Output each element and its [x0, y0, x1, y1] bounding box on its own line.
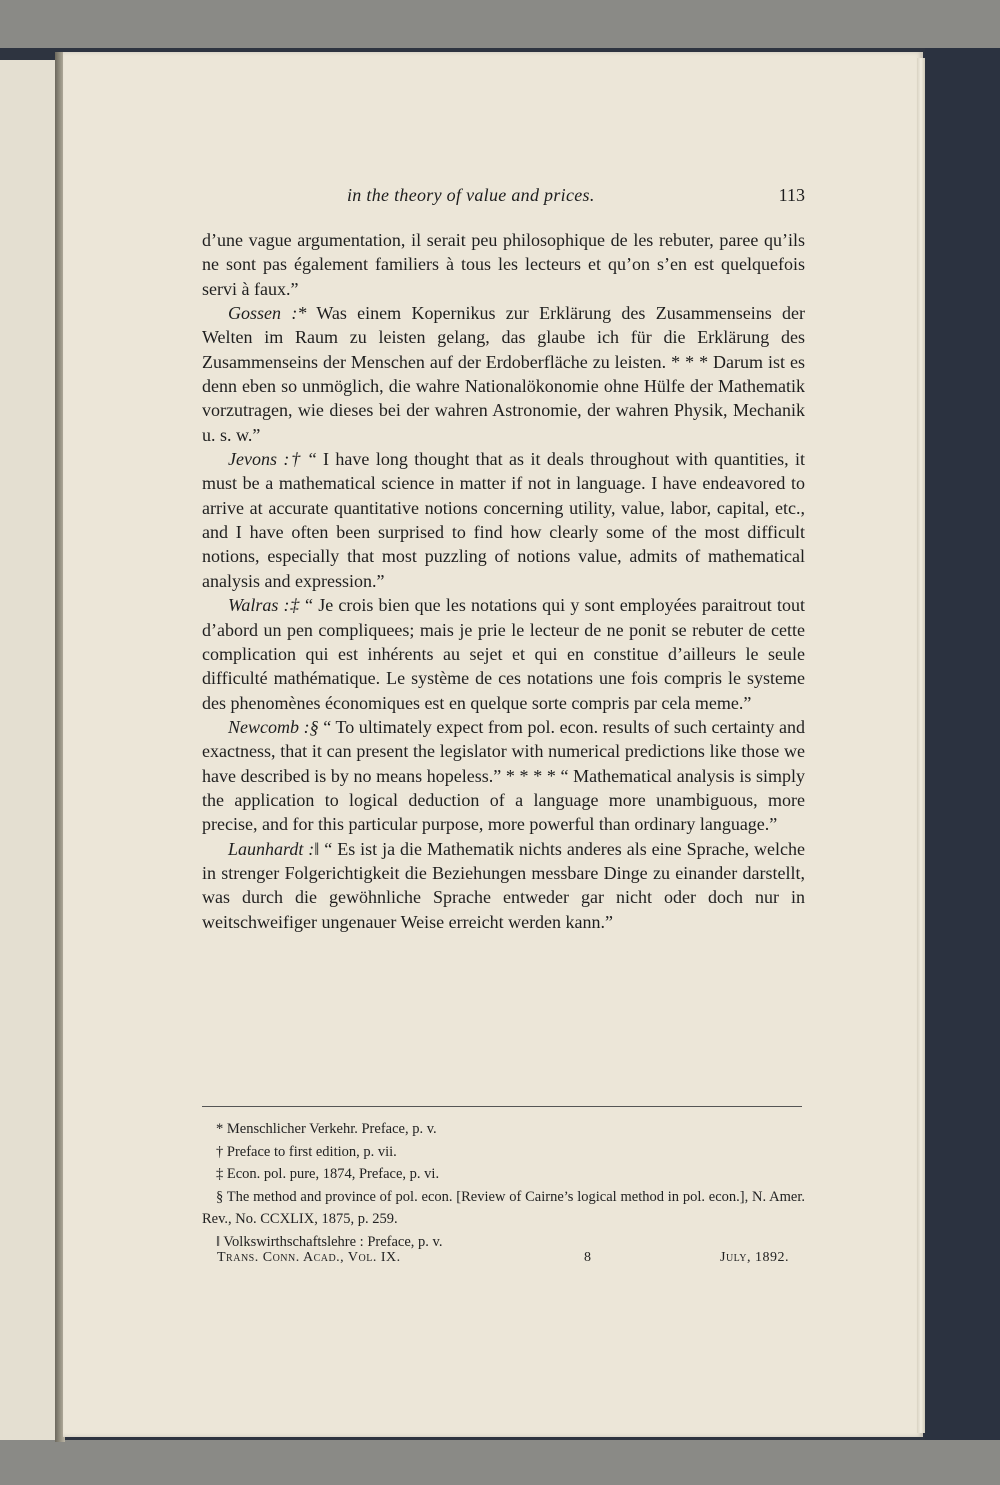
- page-number: 113: [778, 185, 805, 205]
- facing-page-edge: [0, 60, 57, 1440]
- footnote: * Menschlicher Verkehr. Preface, p. v.: [216, 1121, 437, 1137]
- paragraph-text: “ I have long thought that as it deals throughout with quantities, it must be a mathematical science in matter if not in language. I have endeavored to arrive at accurate quantitative notions concerning utility, value, labor, capital, etc., and I have often been surprised to find how clearly some of the most difficult notions, especially that most puzzling of notions value, admits of mathematical analysis and expression.”: [202, 449, 805, 591]
- footnote: † Preface to first edition, p. vii.: [216, 1143, 397, 1160]
- publication-date: July, 1892.: [720, 1250, 789, 1265]
- signature-mark: 8: [584, 1250, 592, 1265]
- paragraph-walras: [202, 593, 805, 715]
- author-name: Gossen :*: [228, 303, 307, 324]
- book-cover-edge: [925, 48, 1000, 1440]
- paragraph-jevons: [202, 447, 805, 593]
- paragraph-gossen: [202, 301, 805, 447]
- paragraph-text: d’une vague argumentation, il serait peu philosophique de les rebuter, paree qu’ils ne sont pas également familiers à tous les lecteurs et qu’on s’en est quelquefois servi à faux.”: [202, 230, 805, 299]
- page-fore-edge: [917, 58, 925, 1433]
- footnote: ‡ Econ. pol. pure, 1874, Preface, p. vi.: [216, 1166, 440, 1182]
- body-text: [202, 228, 805, 934]
- paragraph-text: “ Je crois bien que les notations qui y sont employées paraitrout tout d’abord un pen compliquees; mais je prie le lecteur de ne ponit se rebuter de cette complication qui est inhérents au sejet et qui en constitue d’ailleurs le seule difficulté mathématique. Le système de ces notations une fois compris le systeme des phenomènes économiques est en quelque sorte compris par cela meme.”: [202, 595, 805, 713]
- author-name: Jevons :†: [228, 449, 303, 470]
- footnote: ‖ Volkswirthschaftslehre : Preface, p. v.: [216, 1233, 443, 1250]
- journal-reference: Trans. Conn. Acad., Vol. IX.: [217, 1250, 401, 1265]
- footnote: § The method and province of pol. econ. [Review of Cairne’s logical method in pol. econ.], N. Amer. Rev., No. CCXLIX, 1875, p. 259.: [202, 1188, 805, 1227]
- paragraph-newcomb: [202, 715, 805, 837]
- author-name: Newcomb :§: [228, 716, 319, 737]
- paragraph-text: “ To ultimately expect from pol. econ. results of such certainty and exactness, that it can present the legislator with numerical predictions like those we have described is by no means hopeless.” * * * * “ Mathematical analysis is simply the application to logical deduction of a language more unambiguous, more precise, and for this particular purpose, more powerful than ordinary language.”: [202, 716, 806, 835]
- footnotes: [202, 1118, 805, 1253]
- author-name: Walras :‡: [228, 595, 300, 616]
- footnote-rule: [202, 1106, 802, 1107]
- running-title: in the theory of value and prices.: [347, 185, 595, 205]
- paragraph-launhardt: [202, 837, 805, 934]
- paragraph-text: “ Es ist ja die Mathematik nichts anderes als eine Sprache, welche in strenger Folgerichtigkeit die Beziehungen messbare Dinge zu einander darstellt, was durch die gewöhnliche Sprache entweder gar nicht oder doch nur in weitschweifiger ungenauer Weise erreicht werden kann.”: [202, 838, 805, 932]
- author-name: Launhardt :‖: [228, 838, 320, 859]
- paragraph-text: Was einem Kopernikus zur Erklärung des Zusammenseins der Welten im Raum zu leisten gelang, das glaube ich für die Erklärung des Zusammenseins der Menschen auf der Erdoberfläche zu leisten. * * * Darum ist es denn eben so unmöglich, die wahre Nationalökonomie ohne Hülfe der Mathematik vorzutragen, wie dieses bei der wahren Astronomie, der wahren Physik, Mechanik u. s. w.”: [202, 303, 805, 445]
- paragraph-continuation: [202, 228, 805, 301]
